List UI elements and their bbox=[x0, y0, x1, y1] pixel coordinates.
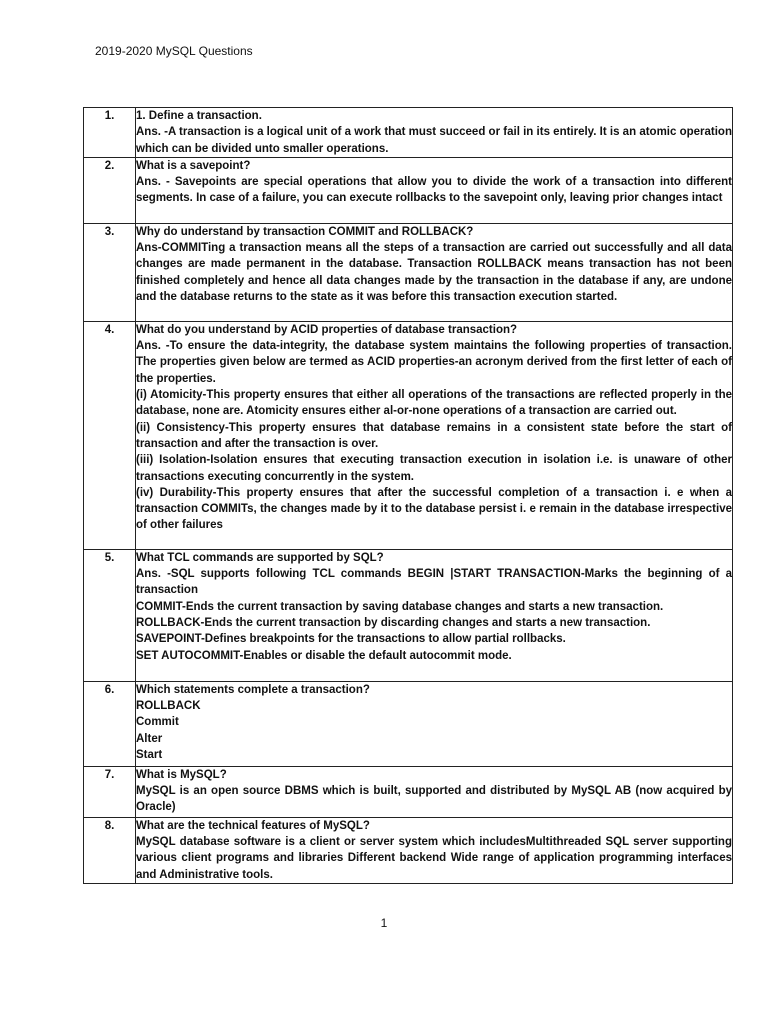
question-cell bbox=[136, 549, 733, 681]
answer-option: ROLLBACK bbox=[136, 700, 201, 713]
question-number: 4. bbox=[84, 321, 136, 549]
question-number: 2. bbox=[84, 157, 136, 223]
answer-text: Ans-COMMITing a transaction means all the steps of a transaction are carried out successfully and all data changes are made permanent in the database. Transaction ROLLBACK means transaction has not been finished completely and hence all data changes made by the transaction in the database if any, are undone and the database returns to the state as it was before this transaction execution started. bbox=[136, 242, 732, 304]
question-text: What TCL commands are supported by SQL? bbox=[136, 551, 384, 564]
table-row bbox=[84, 157, 733, 223]
answer-option: Start bbox=[136, 749, 163, 762]
question-text: What are the technical features of MySQL? bbox=[136, 819, 370, 832]
table-row bbox=[84, 817, 733, 883]
question-number: 3. bbox=[84, 223, 136, 321]
question-number: 6. bbox=[84, 681, 136, 766]
question-cell bbox=[136, 681, 733, 766]
question-text: What is a savepoint? bbox=[136, 159, 251, 172]
table-row bbox=[84, 223, 733, 321]
questions-table bbox=[83, 107, 733, 884]
question-text: 1. Define a transaction. bbox=[136, 110, 262, 122]
question-number: 1. bbox=[84, 108, 136, 158]
table-row bbox=[84, 321, 733, 549]
answer-text: SET AUTOCOMMIT-Enables or disable the default autocommit mode. bbox=[136, 649, 512, 662]
answer-text: MySQL database software is a client or server system which includesMultithreaded SQL server supporting various client programs and libraries Different backend Wide range of application programming interfaces and Administrative tools. bbox=[136, 836, 732, 881]
question-text: Which statements complete a transaction? bbox=[136, 683, 370, 696]
question-text: What is MySQL? bbox=[136, 768, 227, 781]
answer-text: Ans. -SQL supports following TCL commands BEGIN |START TRANSACTION-Marks the beginning of a transaction bbox=[136, 568, 732, 597]
question-text: What do you understand by ACID properties of database transaction? bbox=[136, 323, 518, 336]
answer-text: (iv) Durability-This property ensures that after the successful completion of a transaction i. e when a transaction COMMITs, the changes made by it to the database persist i. e remain in the database irrespective of other failures bbox=[136, 486, 732, 532]
answer-text: Ans. -A transaction is a logical unit of a work that must succeed or fail in its entirely. It is an atomic operation which can be divided unto smaller operations. bbox=[136, 126, 732, 155]
question-cell bbox=[136, 108, 733, 158]
question-number: 7. bbox=[84, 766, 136, 817]
answer-text: SAVEPOINT-Defines breakpoints for the transactions to allow partial rollbacks. bbox=[136, 633, 566, 646]
question-cell bbox=[136, 766, 733, 817]
question-number: 5. bbox=[84, 549, 136, 681]
table-row bbox=[84, 681, 733, 766]
question-text: Why do understand by transaction COMMIT and ROLLBACK? bbox=[136, 225, 474, 238]
question-cell bbox=[136, 223, 733, 321]
table-row bbox=[84, 549, 733, 681]
question-cell bbox=[136, 817, 733, 883]
answer-text: MySQL is an open source DBMS which is built, supported and distributed by MySQL AB (now acquired by Oracle) bbox=[136, 785, 732, 814]
document-header: 2019-2020 MySQL Questions bbox=[95, 44, 253, 58]
table-row bbox=[84, 766, 733, 817]
answer-text: (i) Atomicity-This property ensures that either all operations of the transactions are reflected properly in the database, none are. Atomicity ensures either al-or-none operations of a transaction are carried out. bbox=[136, 389, 732, 418]
answer-text: ROLLBACK-Ends the current transaction by discarding changes and starts a new transaction. bbox=[136, 617, 651, 630]
page-number: 1 bbox=[380, 916, 388, 930]
answer-text: COMMIT-Ends the current transaction by saving database changes and starts a new transaction. bbox=[136, 600, 664, 613]
answer-option: Alter bbox=[136, 732, 163, 745]
answer-text: (iii) Isolation-Isolation ensures that executing transaction execution in isolation i.e. is unaware of other transactions executing concurrently in the system. bbox=[136, 454, 732, 483]
answer-text: Ans. - Savepoints are special operations that allow you to divide the work of a transaction into different segments. In case of a failure, you can execute rollbacks to the savepoint only, leaving prior changes intact bbox=[136, 176, 732, 205]
question-cell bbox=[136, 157, 733, 223]
question-cell bbox=[136, 321, 733, 549]
answer-option: Commit bbox=[136, 716, 179, 729]
answer-text: Ans. -To ensure the data-integrity, the database system maintains the following properties of transaction. The properties given below are termed as ACID properties-an acronym derived from the first letter of each of the properties. bbox=[136, 340, 732, 385]
question-number: 8. bbox=[84, 817, 136, 883]
table-row bbox=[84, 108, 733, 158]
answer-text: (ii) Consistency-This property ensures that database remains in a consistent state before the start of transaction and after the transaction is over. bbox=[136, 421, 732, 450]
